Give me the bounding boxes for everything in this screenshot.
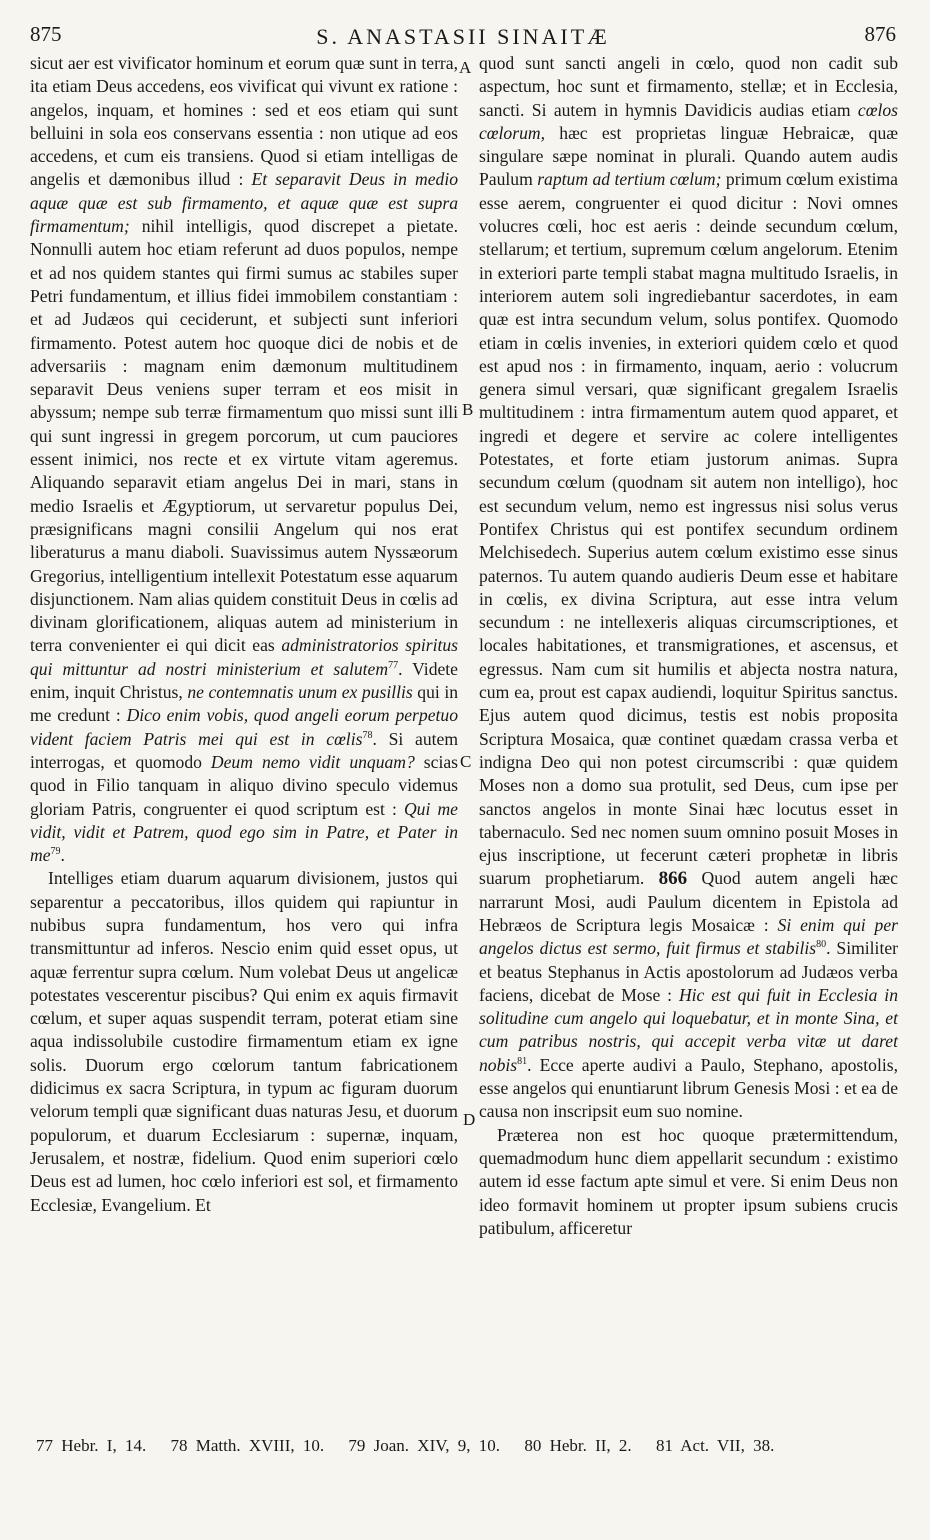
footnote-reference: 81 xyxy=(517,1055,528,1067)
italic-quotation: Dico enim vobis, quod angeli eorum perpetuo vident faciem Patris mei qui est in cœlis xyxy=(30,705,458,749)
footnote-reference: 77 xyxy=(388,659,399,671)
margin-marker-c: C xyxy=(460,752,472,771)
text-run: sicut aer est vivificator hominum et eorum quæ sunt in terra, ita etiam Deus accedens, eos vivificat qui vivunt ex ratione : angelos, inquam, et homines : sed et eos etiam qui sunt belluini in sola eos conservans essentia : non utique ad eos accedens, et cum eis transiens. Quod si etiam intelligas de angelis et dæmonibus illud : xyxy=(30,53,458,190)
page-number-right: 876 xyxy=(864,22,896,46)
text-run: primum cœlum existima esse aerem, congruenter ei quod dicitur : Novi omnes volucres cœli, hoc est aeris : deinde secundum cœlum, stellarum; et tertium, supremum cœlum angelorum. Etenim in exteriori parte templi stabat magna multitudo Israelis, in interiorem autem soli ingrediebantur sacerdotes, in eam quæ est intra secundum velum, solus pontifex. Quomodo etiam in cœlis invenies, in exteriori quidem cœlo et quod est apud nos : in firmamento, inquam, aerio : volucrum genera simul versari, quæ significant gregalem Israelis multitudinem : intra firmamentum autem quod apparet, et ingredi et degere et servire ac colere intelligentes Potestates, et forte etiam justorum animas. Supra secundum cœlum (quodnam sit autem non intelligo), hoc est secundum velum, nemo est ingressus nisi solus verus Pontifex Christus qui est pontifex secundum ordinem Melchisedech. Superius autem cœlum existimo esse sinus paternos. Tu autem quando audieris Deum esse et habitare in cœlis, ex divina Scriptura, aut esse intra velum secundum : ne intellexeris aliquas circumscriptiones, et locales habitationes, et transmigrationes, et ascensus, et egressus. Nam cum sit humilis et abjecta nostra natura, cum ea, prout est capax audiendi, loquitur Spiritus sanctus. Ejus autem quod dicimus, testis est nobis proposita Scriptura Mosaica, quæ continet quædam crassa verba et indigna Deo qui non potest circumscribi : quæ quidem Moses non a domo sua protulit, sed Deus, cum ipse per sanctos angelos in monte Sinai hæc locutus esset in tabernaculo. Sed nec nomen suum omnino posuit Moses in ejus inscriptione, ut fecerunt cæteri prophetæ in libris suarum prophetiarum. xyxy=(479,169,898,889)
text-run: qui in me credunt : xyxy=(30,682,459,726)
paragraph xyxy=(30,867,458,1216)
right-column xyxy=(479,52,898,1240)
text-run: quod sunt sancti angeli in cœlo, quod non cadit sub aspectum, hoc sunt et firmamento, stellæ; et in Ecclesia, sancti. Si autem in hymnis Davidicis audias etiam xyxy=(479,53,898,120)
page-header xyxy=(30,22,896,52)
text-run: . Si autem interrogas, et quomodo xyxy=(30,728,458,772)
italic-quotation: Qui me vidit, vidit et Patrem, quod ego sim in Patre, et Pater in me xyxy=(30,798,458,866)
paragraph xyxy=(479,52,898,1124)
left-column xyxy=(30,52,458,1217)
footnote-reference: 80 xyxy=(816,939,827,951)
text-run: . Similiter et beatus Stephanus in Actis apostolorum ad Judæos verba faciens, dicebat de Mose : xyxy=(479,938,899,1005)
italic-quotation: Si enim qui per angelos dictus est sermo, fuit firmus et stabilis xyxy=(479,914,898,959)
column-number: 866 xyxy=(658,868,688,890)
paragraph xyxy=(479,1124,898,1240)
footnote-reference: 78 xyxy=(362,729,373,741)
italic-quotation: Et separavit Deus in medio aquæ quæ est sub firmamento, et aquæ quæ est supra firmamentum; xyxy=(30,169,458,237)
italic-quotation: Deum nemo vidit unquam? xyxy=(210,751,415,772)
italic-quotation: cœlos cœlorum, xyxy=(479,99,898,143)
footnote: 78 Matth. XVIII, 10. xyxy=(170,1436,325,1455)
text-run: Quod autem angeli hæc narrarunt Mosi, audi Paulum dicentem in Epistola ad Hebræos de Scriptura legis Mosaicæ : xyxy=(479,868,898,935)
italic-quotation: ne contemnatis unum ex pusillis xyxy=(187,682,413,703)
text-run: scias quod in Filio tanquam in aliquo divino speculo videmus gloriam Patris, congruenter ei quod scriptum est : xyxy=(30,751,459,819)
text-run: hæc est proprietas linguæ Hebraicæ, quæ singulare sæpe nominat in plurali. Quando autem audis Paulum xyxy=(479,122,898,190)
footnotes xyxy=(36,1436,896,1456)
footnote: 81 Act. VII, 38. xyxy=(655,1436,775,1455)
footnote: 80 Hebr. II, 2. xyxy=(524,1436,632,1455)
running-title: S. ANASTASII SINAITÆ xyxy=(316,24,610,49)
italic-quotation: raptum ad tertium cœlum; xyxy=(537,169,722,190)
text-run: . xyxy=(60,845,65,866)
footnote-reference: 79 xyxy=(50,846,61,858)
margin-marker-a: A xyxy=(459,58,472,77)
text-run: . Ecce aperte audivi a Paulo, Stephano, apostolis, esse angelos qui enuntiarunt librum Genesis Mosi : et ea de causa non inscripsit eum suo nomine. xyxy=(479,1054,898,1122)
italic-quotation: administratorios spiritus qui mittuntur ad nostri ministerium et salutem xyxy=(30,635,458,679)
italic-quotation: Hic est qui fuit in Ecclesia in solitudine cum angelo qui loquebatur, et in monte Sina, et cum patribus nostris, qui accepit verba vitæ ut daret nobis xyxy=(479,984,898,1075)
footnote: 79 Joan. XIV, 9, 10. xyxy=(348,1436,501,1455)
margin-marker-d: D xyxy=(463,1110,476,1129)
footnote: 77 Hebr. I, 14. xyxy=(36,1436,147,1455)
text-run: nihil intelligis, quod discrepet a pietate. Nonnulli autem hoc etiam referunt ad duos populos, nempe et ad nos quidem stantes qui firmi sumus ac stabiles super Petri fundamentum, et illius fidei immobilem constantiam : et ad Judæos qui ceciderunt, et subjecti sunt inferiori firmamento. Potest autem hoc quoque dici de nobis et de adversariis : magnam enim dæmonum multitudinem separavit Deus veniens super terram et eos misit in abyssum; nempe sub terræ firmamentum quo missi sunt illi qui sunt ingressi in gregem porcorum, ut cum pauciores essent inimici, nos recte et ex virtute vitam ageremus. Aliquando separavit etiam angelus Dei in mari, stans in medio Israelis et Ægyptiorum, ut servaretur populus Dei, præsignificans magni consilii Angelum qui nos erat liberaturus a manu diaboli. Suavissimus autem Nyssæorum Gregorius, intelligentium intellexit Potestatum esse aquarum disjunctionem. Nam alias quidem constituit Deus in cœlis ad divinam glorificationem, aliquas autem ad ministerium in terra convenienter ei qui dicit eas xyxy=(30,216,458,656)
paragraph xyxy=(30,52,458,867)
text-run: . Videte enim, inquit Christus, xyxy=(30,658,458,703)
text-run: Præterea non est hoc quoque prætermittendum, quemadmodum hunc diem appellarit secundum : existimo autem id esse factum apte simul et vere. Si enim Deus non ideo formavit hominem ut propter ipsum subiens crucis patibulum, afficeretur xyxy=(479,1124,898,1238)
page-number-left: 875 xyxy=(30,22,62,46)
margin-marker-b: B xyxy=(462,400,474,419)
text-run: Intelliges etiam duarum aquarum divisionem, justos qui separentur a peccatoribus, illos quidem qui rapiuntur in nubibus supra fundamentum, hos vero qui infra transmittuntur ad inferos. Nescio enim quid esset opus, ut aquæ ferrentur supra cœlum. Num volebat Deus ut angelicæ potestates vescerentur piscibus? Qui enim ex aquis firmavit cœlum, et super aquas suspendit terram, poterat etiam sine aqua indissolubile custodire firmamentum etiam ex igne solis. Duorum ergo cœlorum tantum fabricationem didicimus ex sacra Scriptura, in typum ac figuram duorum velorum templi quæ significant duas naturas Jesu, et duorum populorum, et duarum Ecclesiarum : supernæ, inquam, Jerusalem, et nostræ, fidelium. Quod enim superiori cœlo Deus est ad lumen, hoc cœlo inferiori est sol, et firmamento Ecclesiæ, Evangelium. Et xyxy=(30,868,458,1215)
